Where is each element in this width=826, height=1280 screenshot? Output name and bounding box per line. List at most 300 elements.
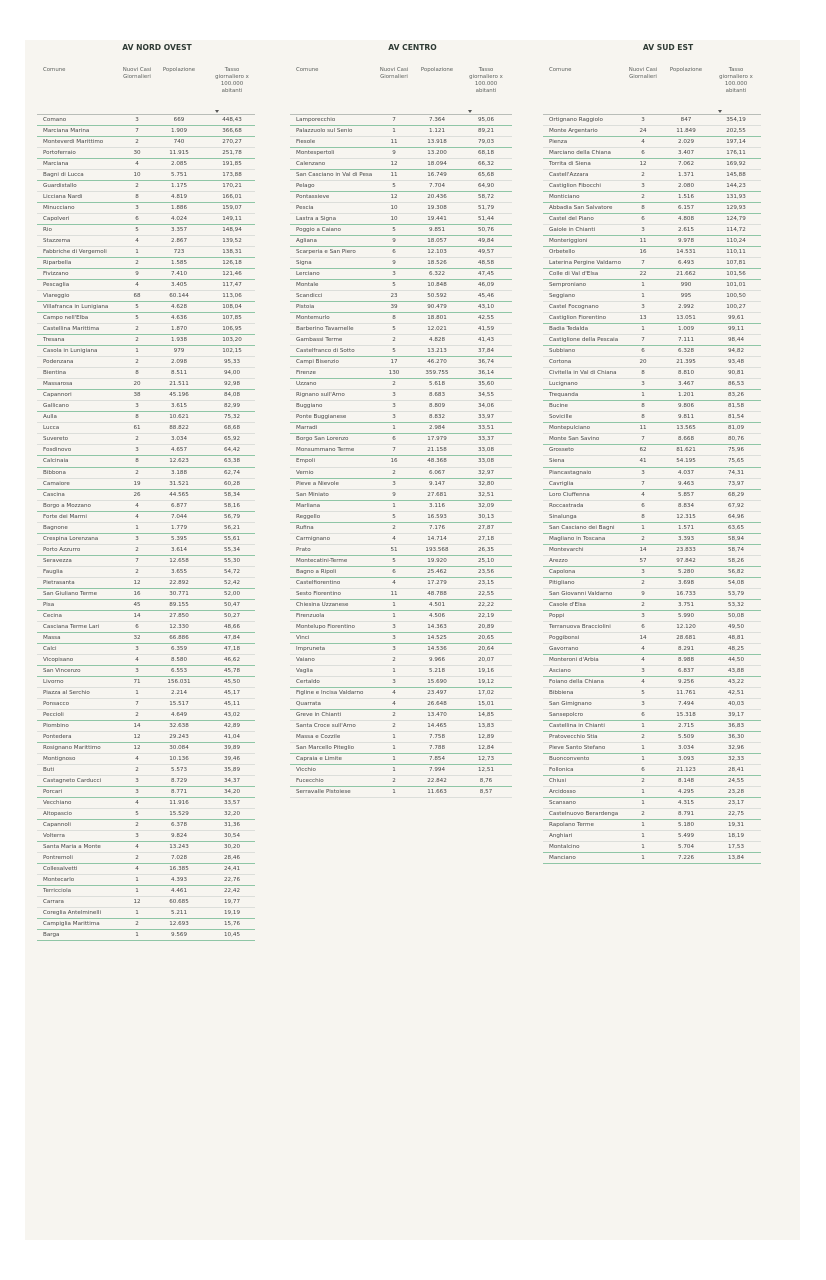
table-row[interactable] bbox=[290, 589, 512, 600]
sort-descending-icon[interactable] bbox=[468, 110, 472, 113]
table-row[interactable] bbox=[37, 280, 255, 291]
table-row[interactable] bbox=[37, 445, 255, 456]
table-row[interactable] bbox=[290, 523, 512, 534]
header-comune[interactable]: Comune bbox=[296, 67, 319, 73]
table-row[interactable] bbox=[543, 534, 761, 545]
table-row[interactable] bbox=[37, 357, 255, 368]
cell-nuovi-casi: 12 bbox=[390, 161, 398, 168]
table-row[interactable] bbox=[37, 236, 255, 247]
table-row[interactable] bbox=[543, 181, 761, 192]
header-tasso[interactable]: Tasso giornaliero x 100.000 abitanti bbox=[215, 67, 249, 94]
table-row[interactable] bbox=[543, 258, 761, 269]
table-row[interactable] bbox=[290, 434, 512, 445]
table-row[interactable] bbox=[290, 743, 512, 754]
cell-tasso: 176,11 bbox=[726, 150, 746, 157]
table-row[interactable] bbox=[543, 368, 761, 379]
table-row[interactable] bbox=[37, 324, 255, 335]
table-row[interactable] bbox=[290, 159, 512, 170]
cell-popolazione: 4.037 bbox=[677, 469, 694, 476]
table-row[interactable] bbox=[543, 776, 761, 787]
table-row[interactable] bbox=[290, 787, 512, 798]
cell-nuovi-casi: 2 bbox=[135, 337, 139, 344]
table-row[interactable] bbox=[543, 567, 761, 578]
table-row[interactable] bbox=[37, 765, 255, 776]
table-row[interactable] bbox=[37, 313, 255, 324]
table-row[interactable] bbox=[290, 291, 512, 302]
cell-tasso: 50,08 bbox=[727, 612, 744, 619]
table-row[interactable] bbox=[37, 721, 255, 732]
table-row[interactable] bbox=[290, 710, 512, 721]
cell-comune: Vernio bbox=[296, 469, 314, 476]
table-row[interactable] bbox=[290, 445, 512, 456]
cell-tasso: 251,78 bbox=[222, 150, 242, 157]
header-nuovi-casi[interactable]: Nuovi Casi Giornalieri bbox=[379, 67, 409, 80]
table-row[interactable] bbox=[290, 390, 512, 401]
table-row[interactable] bbox=[37, 776, 255, 787]
table-row[interactable] bbox=[37, 247, 255, 258]
table-row[interactable] bbox=[290, 534, 512, 545]
header-comune[interactable]: Comune bbox=[43, 67, 66, 73]
table-row[interactable] bbox=[543, 853, 761, 864]
table-row[interactable] bbox=[543, 302, 761, 313]
table-row[interactable] bbox=[290, 346, 512, 357]
table-row[interactable] bbox=[37, 214, 255, 225]
table-row[interactable] bbox=[37, 269, 255, 280]
cell-comune: Castagneto Carducci bbox=[43, 777, 102, 784]
table-row[interactable] bbox=[543, 445, 761, 456]
cell-popolazione: 2.098 bbox=[170, 359, 187, 366]
table-row[interactable] bbox=[290, 423, 512, 434]
table-row[interactable] bbox=[543, 578, 761, 589]
table-row[interactable] bbox=[37, 148, 255, 159]
cell-tasso: 47,45 bbox=[477, 271, 494, 278]
cell-tasso: 73,97 bbox=[727, 480, 744, 487]
header-tasso[interactable]: Tasso giornaliero x 100.000 abitanti bbox=[469, 67, 503, 94]
table-row[interactable] bbox=[37, 710, 255, 721]
table-row[interactable] bbox=[37, 930, 255, 941]
cell-popolazione: 8.511 bbox=[170, 370, 187, 377]
table-row[interactable] bbox=[543, 379, 761, 390]
table-row[interactable] bbox=[290, 600, 512, 611]
table-row[interactable] bbox=[543, 545, 761, 556]
table-row[interactable] bbox=[37, 633, 255, 644]
table-row[interactable] bbox=[543, 655, 761, 666]
cell-nuovi-casi: 2 bbox=[135, 822, 139, 828]
table-row[interactable] bbox=[543, 490, 761, 501]
table-row[interactable] bbox=[37, 853, 255, 864]
table-row[interactable] bbox=[543, 456, 761, 467]
table-row[interactable] bbox=[37, 291, 255, 302]
table-row[interactable] bbox=[543, 743, 761, 754]
table-row[interactable] bbox=[543, 666, 761, 677]
cell-popolazione: 48.368 bbox=[427, 458, 447, 465]
cell-tasso: 68,68 bbox=[223, 425, 240, 432]
cell-nuovi-casi: 1 bbox=[641, 822, 645, 828]
table-row[interactable] bbox=[37, 842, 255, 853]
table-row[interactable] bbox=[543, 434, 761, 445]
table-row[interactable] bbox=[37, 335, 255, 346]
cell-comune: Monteverdi Marittimo bbox=[43, 139, 104, 146]
table-row[interactable] bbox=[37, 622, 255, 633]
table-row[interactable] bbox=[543, 600, 761, 611]
table-row[interactable] bbox=[290, 324, 512, 335]
table-row[interactable] bbox=[37, 490, 255, 501]
cell-popolazione: 21.123 bbox=[676, 766, 696, 773]
table-row[interactable] bbox=[543, 137, 761, 148]
table-row[interactable] bbox=[290, 456, 512, 467]
cell-nuovi-casi: 4 bbox=[641, 645, 645, 652]
cell-popolazione: 25.462 bbox=[427, 568, 447, 575]
cell-tasso: 58,16 bbox=[223, 502, 240, 509]
cell-nuovi-casi: 2 bbox=[641, 172, 645, 179]
cell-popolazione: 17.279 bbox=[427, 579, 447, 586]
cell-nuovi-casi: 130 bbox=[388, 370, 400, 377]
cell-nuovi-casi: 6 bbox=[135, 216, 139, 223]
table-row[interactable] bbox=[290, 357, 512, 368]
table-row[interactable] bbox=[37, 831, 255, 842]
sort-descending-icon[interactable] bbox=[215, 110, 219, 113]
cell-popolazione: 740 bbox=[173, 139, 185, 146]
header-comune[interactable]: Comune bbox=[549, 67, 572, 73]
cell-comune: Pistoia bbox=[296, 304, 315, 311]
cell-comune: Terranuova Bracciolini bbox=[549, 623, 611, 630]
table-row[interactable] bbox=[543, 633, 761, 644]
table-row[interactable] bbox=[543, 523, 761, 534]
table-row[interactable] bbox=[543, 468, 761, 479]
table-row[interactable] bbox=[37, 545, 255, 556]
table-row[interactable] bbox=[37, 159, 255, 170]
cell-tasso: 52,00 bbox=[223, 590, 240, 597]
cell-comune: Crespina Lorenzana bbox=[43, 535, 99, 542]
table-row[interactable] bbox=[290, 280, 512, 291]
cell-nuovi-casi: 1 bbox=[641, 744, 645, 751]
table-row[interactable] bbox=[37, 743, 255, 754]
cell-comune: Gavorrano bbox=[549, 645, 579, 652]
table-row[interactable] bbox=[37, 479, 255, 490]
table-row[interactable] bbox=[290, 699, 512, 710]
table-row[interactable] bbox=[290, 545, 512, 556]
table-row[interactable] bbox=[290, 611, 512, 622]
table-row[interactable] bbox=[290, 754, 512, 765]
cell-comune: Lamporecchio bbox=[296, 117, 336, 123]
table-row[interactable] bbox=[543, 357, 761, 368]
table-row[interactable] bbox=[543, 225, 761, 236]
table-row[interactable] bbox=[290, 170, 512, 181]
table-row[interactable] bbox=[37, 434, 255, 445]
header-popolazione[interactable]: Popolazione bbox=[669, 67, 703, 73]
table-row[interactable] bbox=[543, 512, 761, 523]
table-row[interactable] bbox=[37, 368, 255, 379]
cell-popolazione: 14.525 bbox=[427, 634, 447, 641]
cell-comune: Portoferraio bbox=[43, 150, 76, 157]
table-row[interactable] bbox=[290, 556, 512, 567]
cell-tasso: 58,26 bbox=[727, 557, 744, 564]
table-row[interactable] bbox=[37, 897, 255, 908]
table-row[interactable] bbox=[543, 159, 761, 170]
header-nuovi-casi[interactable]: Nuovi Casi Giornalieri bbox=[628, 67, 658, 80]
table-row[interactable] bbox=[37, 787, 255, 798]
table-row[interactable] bbox=[543, 324, 761, 335]
table-row[interactable] bbox=[290, 225, 512, 236]
table-row[interactable] bbox=[543, 754, 761, 765]
table-row[interactable] bbox=[37, 611, 255, 622]
table-row[interactable] bbox=[37, 809, 255, 820]
table-row[interactable] bbox=[543, 203, 761, 214]
table-row[interactable] bbox=[543, 765, 761, 776]
table-row[interactable] bbox=[543, 787, 761, 798]
cell-popolazione: 88.822 bbox=[169, 425, 189, 432]
table-row[interactable] bbox=[543, 732, 761, 743]
table-row[interactable] bbox=[37, 203, 255, 214]
table-row[interactable] bbox=[290, 126, 512, 137]
table-row[interactable] bbox=[37, 666, 255, 677]
table-row[interactable] bbox=[543, 589, 761, 600]
cell-nuovi-casi: 11 bbox=[639, 425, 647, 432]
table-row[interactable] bbox=[37, 732, 255, 743]
cell-tasso: 48,81 bbox=[727, 634, 744, 641]
table-row[interactable] bbox=[37, 468, 255, 479]
header-tasso[interactable]: Tasso giornaliero x 100.000 abitanti bbox=[719, 67, 753, 94]
cell-comune: Volterra bbox=[43, 833, 65, 840]
cell-tasso: 52,42 bbox=[223, 579, 240, 586]
cell-tasso: 139,52 bbox=[222, 238, 242, 245]
table-row[interactable] bbox=[290, 666, 512, 677]
table-row[interactable] bbox=[543, 688, 761, 699]
table-av-sud-est bbox=[543, 40, 793, 864]
table-row[interactable] bbox=[37, 115, 255, 126]
table-row[interactable] bbox=[37, 677, 255, 688]
table-row[interactable] bbox=[543, 622, 761, 633]
table-row[interactable] bbox=[37, 523, 255, 534]
table-row[interactable] bbox=[543, 313, 761, 324]
table-row[interactable] bbox=[543, 479, 761, 490]
cell-tasso: 18,19 bbox=[727, 833, 744, 840]
cell-nuovi-casi: 1 bbox=[641, 788, 645, 795]
table-row[interactable] bbox=[290, 137, 512, 148]
cell-comune: Altopascio bbox=[43, 810, 72, 817]
table-row[interactable] bbox=[543, 390, 761, 401]
cell-popolazione: 2.867 bbox=[170, 238, 187, 245]
table-row[interactable] bbox=[37, 126, 255, 137]
table-row[interactable] bbox=[37, 137, 255, 148]
table-row[interactable] bbox=[37, 225, 255, 236]
cell-nuovi-casi: 2 bbox=[135, 546, 139, 553]
table-row[interactable] bbox=[37, 798, 255, 809]
table-row[interactable] bbox=[290, 512, 512, 523]
cell-nuovi-casi: 1 bbox=[135, 348, 139, 355]
table-row[interactable] bbox=[543, 710, 761, 721]
table-row[interactable] bbox=[37, 699, 255, 710]
table-row[interactable] bbox=[37, 181, 255, 192]
table-row[interactable] bbox=[37, 908, 255, 919]
table-row[interactable] bbox=[290, 721, 512, 732]
table-row[interactable] bbox=[543, 611, 761, 622]
table-row[interactable] bbox=[37, 567, 255, 578]
table-row[interactable] bbox=[543, 699, 761, 710]
table-row[interactable] bbox=[543, 644, 761, 655]
table-row[interactable] bbox=[290, 633, 512, 644]
cell-popolazione: 8.771 bbox=[170, 788, 187, 795]
cell-nuovi-casi: 24 bbox=[639, 128, 647, 135]
table-row[interactable] bbox=[543, 798, 761, 809]
table-row[interactable] bbox=[290, 335, 512, 346]
header-nuovi-casi[interactable]: Nuovi Casi Giornalieri bbox=[122, 67, 152, 80]
table-row[interactable] bbox=[290, 412, 512, 423]
table-row[interactable] bbox=[37, 346, 255, 357]
table-row[interactable] bbox=[37, 864, 255, 875]
table-row[interactable] bbox=[37, 556, 255, 567]
header-popolazione[interactable]: Popolazione bbox=[420, 67, 454, 73]
cell-tasso: 103,20 bbox=[222, 337, 242, 344]
table-row[interactable] bbox=[543, 842, 761, 853]
table-row[interactable] bbox=[37, 534, 255, 545]
table-row[interactable] bbox=[290, 578, 512, 589]
table-row[interactable] bbox=[290, 302, 512, 313]
cell-comune: Calenzano bbox=[296, 161, 326, 168]
table-row[interactable] bbox=[543, 280, 761, 291]
table-row[interactable] bbox=[37, 820, 255, 831]
cell-tasso: 86,53 bbox=[727, 381, 744, 388]
table-row[interactable] bbox=[290, 148, 512, 159]
table-row[interactable] bbox=[543, 401, 761, 412]
cell-comune: Pisa bbox=[43, 601, 55, 608]
table-row[interactable] bbox=[543, 423, 761, 434]
table-row[interactable] bbox=[543, 677, 761, 688]
table-row[interactable] bbox=[290, 501, 512, 512]
table-row[interactable] bbox=[543, 148, 761, 159]
table-row[interactable] bbox=[37, 875, 255, 886]
cell-comune: Castiglion Fibocchi bbox=[549, 183, 601, 190]
table-row[interactable] bbox=[37, 589, 255, 600]
table-row[interactable] bbox=[290, 247, 512, 258]
cell-tasso: 47,18 bbox=[223, 645, 240, 652]
table-row[interactable] bbox=[543, 721, 761, 732]
table-row[interactable] bbox=[543, 247, 761, 258]
cell-tasso: 107,81 bbox=[726, 260, 746, 267]
table-row[interactable] bbox=[543, 269, 761, 280]
table-row[interactable] bbox=[37, 423, 255, 434]
table-row[interactable] bbox=[290, 379, 512, 390]
table-row[interactable] bbox=[290, 688, 512, 699]
cell-tasso: 17,53 bbox=[727, 844, 744, 851]
table-row[interactable] bbox=[290, 192, 512, 203]
table-row[interactable] bbox=[290, 567, 512, 578]
cell-comune: Fabbriche di Vergemoli bbox=[43, 249, 107, 256]
table-row[interactable] bbox=[37, 754, 255, 765]
table-row[interactable] bbox=[543, 214, 761, 225]
header-popolazione[interactable]: Popolazione bbox=[162, 67, 196, 73]
table-row[interactable] bbox=[290, 115, 512, 126]
cell-popolazione: 3.357 bbox=[170, 227, 187, 234]
table-row[interactable] bbox=[290, 203, 512, 214]
table-row[interactable] bbox=[290, 181, 512, 192]
table-row[interactable] bbox=[37, 302, 255, 313]
table-row[interactable] bbox=[543, 126, 761, 137]
table-row[interactable] bbox=[290, 258, 512, 269]
table-row[interactable] bbox=[37, 390, 255, 401]
table-row[interactable] bbox=[543, 501, 761, 512]
cell-popolazione: 11.849 bbox=[676, 128, 696, 135]
cell-comune: Castellina in Chianti bbox=[549, 722, 605, 729]
table-row[interactable] bbox=[543, 809, 761, 820]
table-row[interactable] bbox=[543, 335, 761, 346]
table-row[interactable] bbox=[290, 236, 512, 247]
table-row[interactable] bbox=[543, 346, 761, 357]
table-row[interactable] bbox=[290, 269, 512, 280]
cell-nuovi-casi: 1 bbox=[641, 524, 645, 531]
table-row[interactable] bbox=[543, 115, 761, 126]
cell-comune: Manciano bbox=[549, 855, 576, 862]
table-row[interactable] bbox=[543, 170, 761, 181]
cell-nuovi-casi: 2 bbox=[392, 469, 396, 476]
table-row[interactable] bbox=[37, 919, 255, 930]
table-row[interactable] bbox=[290, 479, 512, 490]
table-row[interactable] bbox=[543, 236, 761, 247]
table-row[interactable] bbox=[290, 214, 512, 225]
cell-popolazione: 23.833 bbox=[676, 546, 696, 553]
cell-popolazione: 4.506 bbox=[428, 612, 445, 619]
table-row[interactable] bbox=[290, 622, 512, 633]
table-row[interactable] bbox=[37, 379, 255, 390]
table-row[interactable] bbox=[543, 556, 761, 567]
cell-popolazione: 7.044 bbox=[170, 513, 187, 520]
table-row[interactable] bbox=[543, 192, 761, 203]
table-row[interactable] bbox=[37, 600, 255, 611]
table-row[interactable] bbox=[543, 831, 761, 842]
table-row[interactable] bbox=[543, 820, 761, 831]
cell-comune: Bagno a Ripoli bbox=[296, 568, 337, 575]
table-row[interactable] bbox=[290, 401, 512, 412]
table-row[interactable] bbox=[37, 456, 255, 467]
table-row[interactable] bbox=[290, 490, 512, 501]
table-row[interactable] bbox=[290, 776, 512, 787]
table-row[interactable] bbox=[543, 291, 761, 302]
table-row[interactable] bbox=[290, 765, 512, 776]
cell-comune: Certaldo bbox=[296, 678, 320, 685]
table-row[interactable] bbox=[290, 677, 512, 688]
table-row[interactable] bbox=[290, 655, 512, 666]
table-row[interactable] bbox=[37, 412, 255, 423]
table-row[interactable] bbox=[37, 258, 255, 269]
cell-tasso: 68,29 bbox=[727, 491, 744, 498]
cell-popolazione: 6.553 bbox=[170, 667, 187, 674]
sort-descending-icon[interactable] bbox=[718, 110, 722, 113]
cell-comune: Santa Maria a Monte bbox=[43, 844, 101, 851]
table-row[interactable] bbox=[37, 886, 255, 897]
table-row[interactable] bbox=[37, 578, 255, 589]
table-row[interactable] bbox=[290, 732, 512, 743]
table-row[interactable] bbox=[37, 401, 255, 412]
table-row[interactable] bbox=[37, 688, 255, 699]
table-row[interactable] bbox=[37, 512, 255, 523]
table-row[interactable] bbox=[37, 644, 255, 655]
cell-nuovi-casi: 7 bbox=[135, 128, 139, 135]
table-row[interactable] bbox=[37, 192, 255, 203]
table-row[interactable] bbox=[290, 313, 512, 324]
cell-tasso: 99,61 bbox=[727, 315, 744, 322]
cell-tasso: 36,30 bbox=[727, 733, 744, 740]
table-row[interactable] bbox=[290, 368, 512, 379]
table-row[interactable] bbox=[290, 644, 512, 655]
table-row[interactable] bbox=[37, 501, 255, 512]
cell-popolazione: 11.761 bbox=[676, 689, 696, 696]
table-row[interactable] bbox=[290, 468, 512, 479]
cell-popolazione: 11.915 bbox=[169, 150, 189, 157]
table-row[interactable] bbox=[543, 412, 761, 423]
table-row[interactable] bbox=[37, 170, 255, 181]
cell-popolazione: 7.226 bbox=[677, 855, 694, 862]
table-row[interactable] bbox=[37, 655, 255, 666]
